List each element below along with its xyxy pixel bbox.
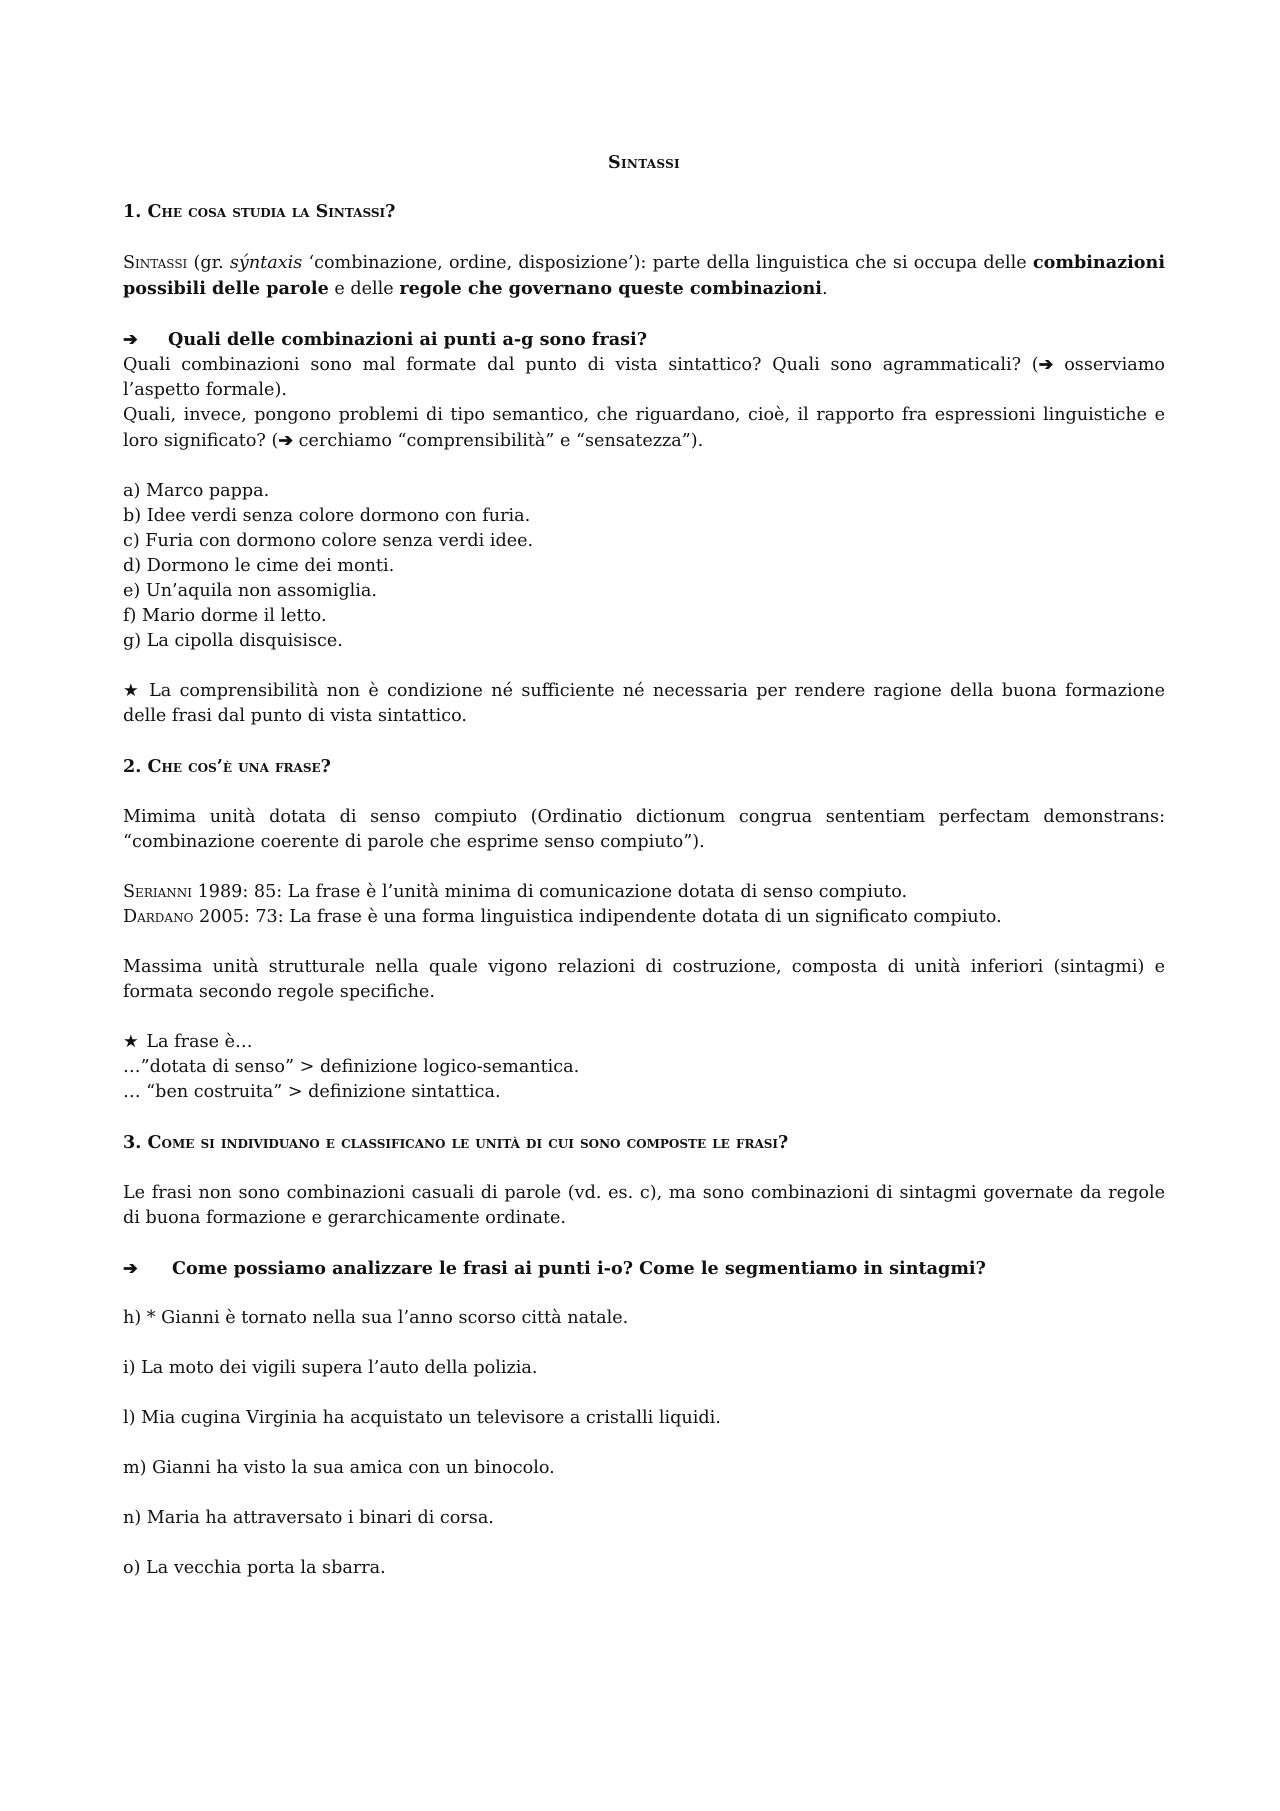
example-item: e) Un’aquila non assomiglia. [123,581,377,601]
reference-text: 1989: 85: La frase è l’unità minima di comunicazione dotata di senso compiuto. [192,882,908,902]
page-title: Sintassi [608,152,680,173]
sintagmi-paragraph: Le frasi non sono combinazioni casuali di parole (vd. es. c), ma sono combinazioni di sintagmi governate da regole di buona formazione e gerarchicamente ordinate. [123,1183,1165,1228]
frase-definition: Mimima unità dotata di senso compiuto (Ordinatio dictionum congrua sententiam perfectam demonstrans: “combinazione coerente di parole che esprime senso compiuto”). [123,807,1165,852]
example-item: l) Mia cugina Virginia ha acquistato un televisore a cristalli liquidi. [123,1408,721,1428]
example-item: h) * Gianni è tornato nella sua l’anno scorso città natale. [123,1308,629,1328]
section-2-heading: 2. Che cos’è una frase? [123,756,331,777]
structural-definition: Massima unità strutturale nella quale vigono relazioni di costruzione, composta di unità inferiori (sintagmi) e formata secondo regole specifiche. [123,957,1165,1002]
definition-text: e delle [328,279,400,299]
reference-text: 2005: 73: La frase è una forma linguistica indipendente dotata di un significato compiuto. [193,907,1002,927]
detail-text: osserviamo l’aspetto formale). [123,355,1165,400]
question-detail-1 [123,352,1165,403]
sintassi-definition [123,250,1165,302]
reference-dardano [123,905,1165,930]
section-1-question [123,327,1165,352]
note-intro [123,1030,1165,1055]
bold-phrase: regole che governano queste combinazioni [399,278,822,299]
reference-author: Serianni [123,882,192,902]
document-page [123,150,1165,1606]
note-text: La comprensibilità non è condizione né sufficiente né necessaria per rendere ragione della buona formazione delle frasi dal punto di vista sintattico. [123,681,1165,726]
note-line: … “ben costruita” > definizione sintattica. [123,1082,501,1102]
arrow-right-icon: ➔ [1038,354,1054,375]
reference-author: Dardano [123,907,194,927]
definition-text: (gr. [187,253,230,273]
example-item: n) Maria ha attraversato i binari di corsa. [123,1508,494,1528]
example-item: c) Furia con dormono colore senza verdi idee. [123,531,534,551]
arrow-right-icon: ➔ [123,329,138,350]
frase-note [123,1030,1165,1105]
bold-phrase: combinazioni possibili delle parole [123,252,1165,299]
star-icon: ★ [123,681,139,701]
example-item: m) Gianni ha visto la sua amica con un binocolo. [123,1458,555,1478]
example-item: i) La moto dei vigili supera l’auto della polizia. [123,1358,538,1378]
arrow-right-icon: ➔ [123,1258,138,1279]
definition-term: Sintassi [123,253,188,273]
examples-h-o [123,1306,1165,1581]
example-item: g) La cipolla disquisisce. [123,631,343,651]
etymology-term: sýntaxis [229,253,303,273]
example-item: f) Mario dorme il letto. [123,606,327,626]
examples-a-g [123,479,1165,654]
note-line: …”dotata di senso” > definizione logico-semantica. [123,1057,580,1077]
arrow-right-icon: ➔ [278,430,294,451]
note-text: La frase è… [146,1032,253,1052]
detail-text: cerchiamo “comprensibilità” e “sensatezza”). [293,431,704,451]
section-3-heading: 3. Come si individuano e classificano le unità di cui sono composte le frasi? [123,1132,789,1153]
definition-text: ‘combinazione, ordine, disposizione’): parte della linguistica che si occupa delle [302,253,1033,273]
question-text: Come possiamo analizzare le frasi ai punti i-o? Come le segmentiamo in sintagmi? [172,1258,986,1279]
detail-text: Quali combinazioni sono mal formate dal punto di vista sintattico? Quali sono agrammaticali? ( [123,355,1039,375]
section-3-question [123,1256,1165,1281]
question-text: Quali delle combinazioni ai punti a-g sono frasi? [168,329,648,350]
question-detail-2 [123,403,1165,454]
example-item: o) La vecchia porta la sbarra. [123,1558,386,1578]
star-icon: ★ [123,1032,139,1052]
example-item: d) Dormono le cime dei monti. [123,556,395,576]
comprehensibility-note [123,679,1165,729]
detail-text: Quali, invece, pongono problemi di tipo semantico, che riguardano, cioè, il rapporto fra espressioni linguistiche e loro significato? ( [123,405,1165,451]
reference-serianni [123,880,1165,905]
definition-text: . [821,279,828,299]
example-item: b) Idee verdi senza colore dormono con furia. [123,506,531,526]
example-item: a) Marco pappa. [123,481,270,501]
section-1-heading: 1. Che cosa studia la Sintassi? [123,201,396,222]
